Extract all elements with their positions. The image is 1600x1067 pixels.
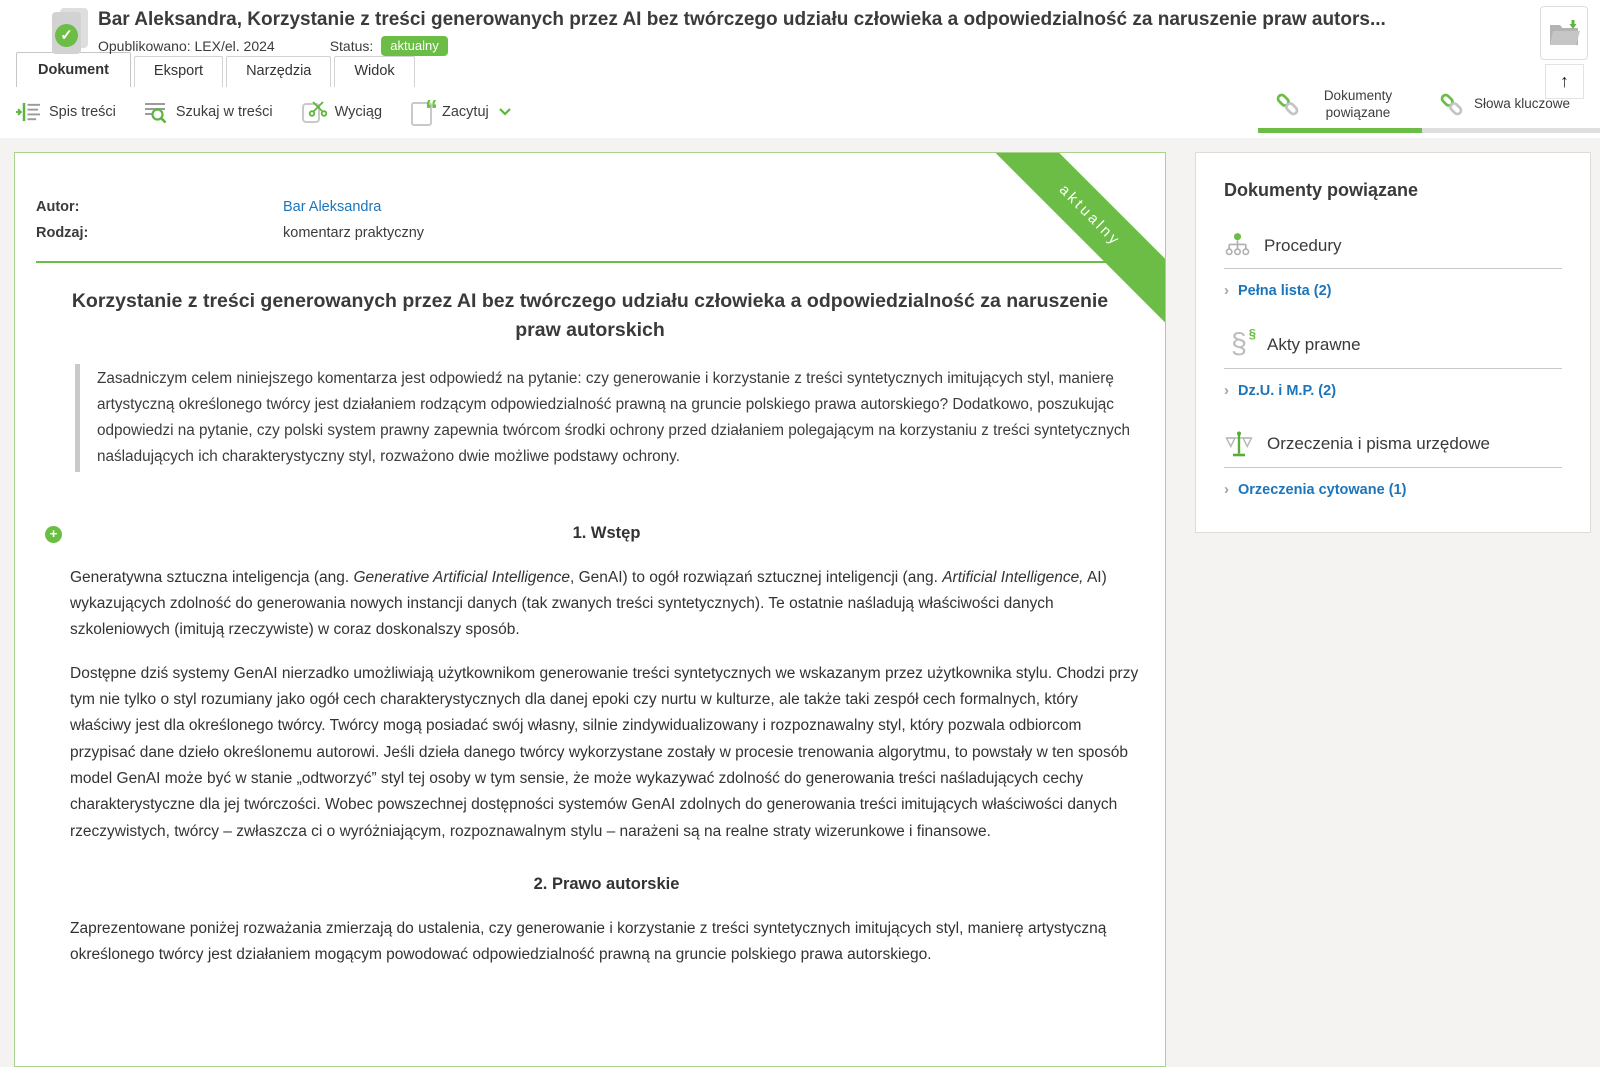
section-1-title: 1. Wstęp	[572, 523, 641, 542]
cite-button[interactable]	[410, 94, 511, 124]
arrow-up-icon: ↑	[1560, 71, 1569, 91]
scales-icon	[1224, 430, 1254, 458]
link-icon	[1274, 91, 1301, 118]
section-orzeczenia-label: Orzeczenia i pisma urzędowe	[1267, 434, 1490, 453]
link-pelna-lista[interactable]	[1224, 282, 1562, 299]
section-akty-prawne	[1224, 326, 1562, 399]
divider	[36, 261, 1144, 263]
expand-plus-icon[interactable]: +	[45, 526, 62, 543]
abstract-quote: Zasadniczym celem niniejszego komentarza jest odpowiedź na pytanie: czy generowanie i korzystanie z treści syntetycznych imitujących styl, manierę artystyczną określonego twórcy jest działaniem rodzącym odpowiedzialność prawną na gruncie polskiego prawa autorskiego? Dodatkowo, poszukując odpowiedzi na pytanie, czy polski system prawny zapewnia twórcom środki ochrony przed działaniem polegającym na korzystaniu z treści syntetycznych naśladujących ich charakterystyczny styl, rozważono dwie możliwe podstawy ochrony.	[75, 364, 1135, 472]
link-icon	[1438, 91, 1465, 118]
related-documents-title: Dokumenty powiązane	[1224, 180, 1419, 200]
search-in-text-label: Szukaj w treści	[175, 104, 273, 120]
paragraph-sign-big: §	[1230, 328, 1248, 360]
scissors-page-icon	[301, 100, 327, 124]
meta-row-type	[36, 225, 1143, 241]
tab-widok[interactable]: Widok	[334, 56, 414, 87]
related-documents-button[interactable]	[1258, 88, 1422, 133]
check-icon: ✓	[55, 24, 78, 47]
tab-eksport[interactable]: Eksport	[134, 56, 223, 87]
keywords-label: Słowa kluczowe	[1473, 96, 1570, 112]
chevron-right-icon: ›	[1224, 382, 1229, 399]
quote-page-icon: “	[410, 100, 434, 124]
keywords-button[interactable]	[1422, 88, 1600, 133]
cite-label: Zacytuj	[442, 104, 489, 120]
document-body	[15, 524, 1165, 1026]
section-procedury-label: Procedury	[1264, 235, 1342, 255]
paragraph-sign-small: §	[1248, 326, 1256, 341]
search-in-text-button[interactable]	[144, 100, 273, 124]
link-orzeczenia-cytowane-label[interactable]: Orzeczenia cytowane (1)	[1238, 481, 1407, 498]
chevron-right-icon: ›	[1224, 282, 1229, 299]
document-panel	[14, 152, 1166, 1067]
status-badge: aktualny	[381, 36, 447, 56]
paragraph-2: Dostępne dziś systemy GenAI nierzadko umożliwiają użytkownikom generowanie treści syntetycznych we wskazanym przez użytkownika stylu. Chodzi przy tym nie tylko o styl rozumiany jako ogół cech charakterystycznych dla danej epoki czy nurtu w kulturze, ale także taki zespół cech formalnych, który właściwy jest dla określonego twórcy. Twórcy mogą posiadać swój własny, silnie zindywidualizowany i rozpoznawalny styl, który pozwala odbiorcom przypisać dane dzieło określonemu autorowi. Jeśli dzieła danego twórcy wykorzystane zostały w procesie trenowania algorytmu, to powstały w ten sposób model GenAI może być w stanie „odtworzyć” styl tej osoby w tym sensie, że może wykazywać zdolność do generowania treści naśladujących cechy charakterystyczne dla jej twórczości. Wobec powszechnej dostępności systemów GenAI zdolnych do generowania treści imitujących właściwości danych rzeczywistych, twórcy – zwłaszcza ci o wyróżniającym, rozpoznawalnym stylu – narażeni są na realne straty wizerunkowe i finansowe.	[70, 664, 1139, 840]
tab-narzedzia[interactable]: Narzędzia	[226, 56, 331, 87]
author-link[interactable]: Bar Aleksandra	[283, 199, 382, 215]
document-meta	[15, 153, 1165, 241]
paragraph-1-italic-2: Artificial Intelligence,	[942, 568, 1084, 586]
link-dzu-mp[interactable]	[1224, 382, 1562, 399]
paragraph-1-italic-1: Generative Artificial Intelligence	[353, 568, 570, 586]
section-orzeczenia-header	[1224, 430, 1562, 468]
status-label: Status:	[329, 38, 374, 54]
tab-dokument[interactable]: Dokument	[16, 52, 131, 87]
status-ribbon: aktualny	[968, 152, 1166, 337]
author-label: Autor:	[36, 199, 80, 215]
section-procedury	[1224, 232, 1562, 299]
section-akty-prawne-header	[1224, 326, 1562, 369]
section-heading-1	[49, 523, 1143, 543]
tree-icon	[1224, 232, 1251, 259]
paragraph-1	[70, 565, 1143, 644]
chevron-down-icon	[499, 108, 511, 116]
right-toolbar	[1258, 88, 1600, 133]
link-pelna-lista-label[interactable]: Pełna lista (2)	[1238, 282, 1332, 299]
content-area	[0, 138, 1600, 1067]
save-to-folder-button[interactable]	[1540, 6, 1588, 60]
section-2-title: 2. Prawo autorskie	[533, 874, 680, 893]
toc-button[interactable]	[16, 101, 116, 124]
paragraph-1-text: AI) wykazujących zdolność do generowania nowych instancji danych (tak zwanych treści syntetycznych). Te ostatnie naśladują właściwości danych szkoleniowych (imitują rzeczywiste) w coraz doskonalszy sposób.	[70, 568, 1107, 639]
section-heading-2	[70, 875, 1143, 894]
section-orzeczenia	[1224, 430, 1562, 498]
related-documents-label: Dokumenty powiązane	[1323, 88, 1393, 120]
link-orzeczenia-cytowane[interactable]	[1224, 481, 1562, 498]
page-title: Bar Aleksandra, Korzystanie z treści generowanych przez AI bez twórczego udziału człowieka a odpowiedzialność za naruszenie praw autors...	[98, 9, 1386, 30]
type-value: komentarz praktyczny	[283, 225, 425, 241]
folder-download-icon	[1548, 19, 1580, 47]
table-of-contents-icon	[16, 101, 41, 124]
meta-row-author	[36, 199, 1143, 215]
excerpt-label: Wyciąg	[334, 104, 383, 120]
chevron-right-icon: ›	[1224, 481, 1229, 498]
document-status-icon	[52, 8, 90, 55]
link-dzu-mp-label[interactable]: Dz.U. i M.P. (2)	[1238, 382, 1337, 399]
paragraph-1-text: Generatywna sztuczna inteligencja (ang.	[70, 568, 354, 586]
paragraph-sign-icon	[1224, 326, 1256, 360]
header-meta	[98, 36, 1510, 56]
type-label: Rodzaj:	[36, 225, 89, 241]
section-akty-prawne-label: Akty prawne	[1267, 334, 1361, 354]
toc-label: Spis treści	[49, 104, 116, 120]
published-info: Opublikowano: LEX/el. 2024	[98, 38, 275, 54]
paragraph-1-text: , GenAI) to ogół rozwiązań sztucznej inteligencji (ang.	[570, 568, 943, 586]
search-icon	[144, 100, 168, 124]
paragraph-3: Zaprezentowane poniżej rozważania zmierzają do ustalenia, czy generowanie i korzystanie z treści syntetycznych imitujących styl, manierę artystyczną określonego twórcy jest działaniem mogącym powodować odpowiedzialność prawną na gruncie polskiego prawa autorskiego.	[70, 919, 1107, 964]
tab-bar	[0, 53, 1600, 87]
document-header	[0, 0, 1600, 53]
document-title: Korzystanie z treści generowanych przez AI bez twórczego udziału człowieka a odpowiedzialność za naruszenie praw autorskich	[71, 290, 1109, 342]
excerpt-button[interactable]	[301, 100, 382, 124]
section-procedury-header	[1224, 232, 1562, 269]
related-documents-panel	[1195, 152, 1591, 533]
